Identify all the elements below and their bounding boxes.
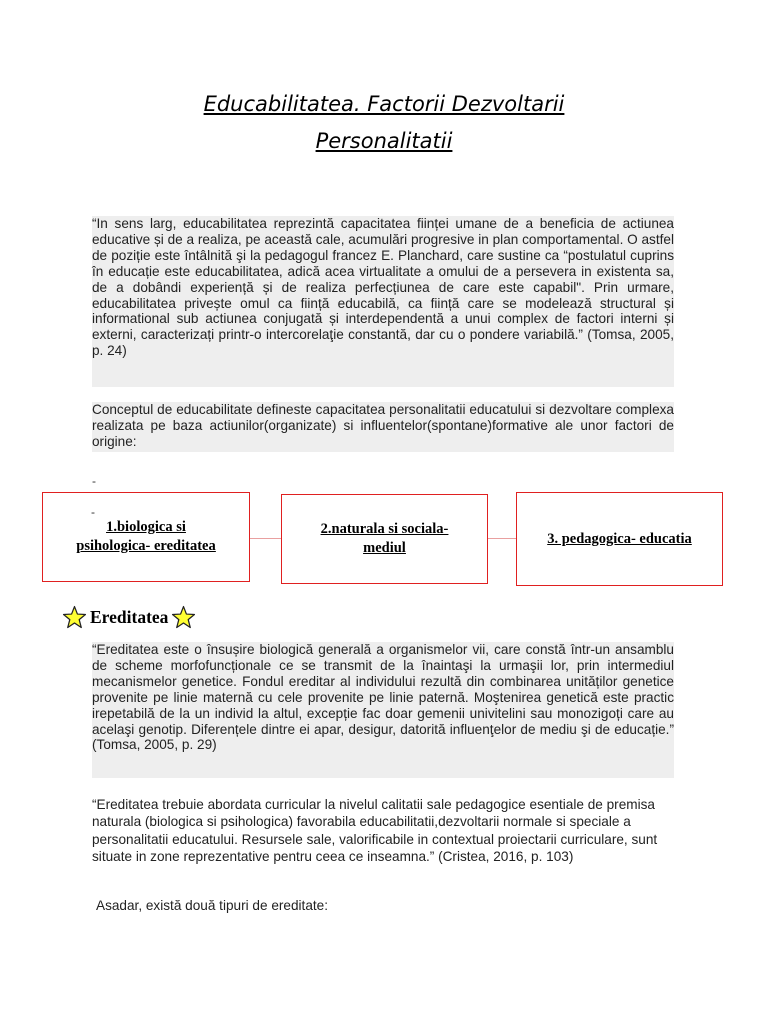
section-heading-ereditatea [62,602,196,632]
dash-mark: - [92,474,96,488]
title-line-1: Educabilitatea. Factorii Dezvoltarii [203,92,565,116]
connector-2-3 [487,538,516,539]
paragraph-ereditatea-curricular: “Ereditatea trebuie abordata curricular la nivelul calitatii sale pedagogice esentiale de premisa naturala (biologica si psihologica) favorabila educabilitatii,dezvoltarii normale si speciale a personalitatii educatului. Resursele sale, valorificabile in contextual proiectarii curriculare, sunt situate in zone reprezentative pentru ceea ce inseamna.” (Cristea, 2016, p. 103) [92,797,658,864]
paragraph-ereditatea-definition: “Ereditatea este o însușire biologică generală a organismelor vii, care constă într-un ansamblu de scheme morfofuncționale ce se transmit de la înaintaşi la urmaşii lor, prin intermediul mecanismelor genetice. Fondul ereditar al individului rezultă din combinarea unităților genetice provenite pe linie maternă cu cele provenite pe linie paternă. Moştenirea genetică este practic irepetabilă de la un individ la altul, excepție fac doar gemenii univitelini sau monozigoți care au acelaşi genotip. Diferențele dintre ei apar, desigur, datorită influenţelor de mediu şi de educație.” (Tomsa, 2005, p. 29) [92,642,674,778]
factor-box-biologica [42,492,250,582]
dash-mark-box: - [91,505,95,519]
paragraph-concept: Conceptul de educabilitate defineste capacitatea personalitatii educatului si dezvoltare complexa realizata pe baza actiunilor(organizate) si influentelor(spontane)formative ale unor factori de origine: [92,402,674,452]
paragraph-educabilitate-definition: “In sens larg, educabilitatea reprezintă capacitatea ființei umane de a beneficia de actiunea educative și de a realiza, pe această cale, acumulări progresive in plan comportamental. O astfel de poziție este întâlnită şi la pedagogul francez E. Planchard, care sustine ca “postulatul cuprins în educație este educabilitatea, adică acea virtualitate a omului de a persevera in existenta sa, de a dobândi experiență și de realiza perfecțiunea de care este capabil". Prin urmare, educabilitatea privește omul ca ființă educabilă, ca ființă care se modelează structural și informational sub actiunea conjugată și interdependentă a unui complex de factori interni și externi, caracterizați printr-o intercorelaţie constantă, dar cu o pondere variabilă.” (Tomsa, 2005, p. 24) [92,216,674,387]
star-icon [171,605,196,630]
factor-box-educatia-label: 3. pedagogica- educatia [547,530,692,547]
title-line-2: Personalitatii [315,129,453,153]
factor-box-mediul-label: 2.naturala si sociala- mediul [320,521,449,556]
paragraph-tipuri-ereditate: Asadar, există două tipuri de ereditate: [96,898,328,913]
section-heading-label: Ereditatea [90,606,169,627]
star-icon [62,605,87,630]
factor-box-educatia [516,492,723,586]
factor-box-biologica-label: 1.biologica si psihologica- ereditatea [76,519,216,554]
factor-box-mediul [281,494,488,584]
connector-1-2 [249,538,281,539]
